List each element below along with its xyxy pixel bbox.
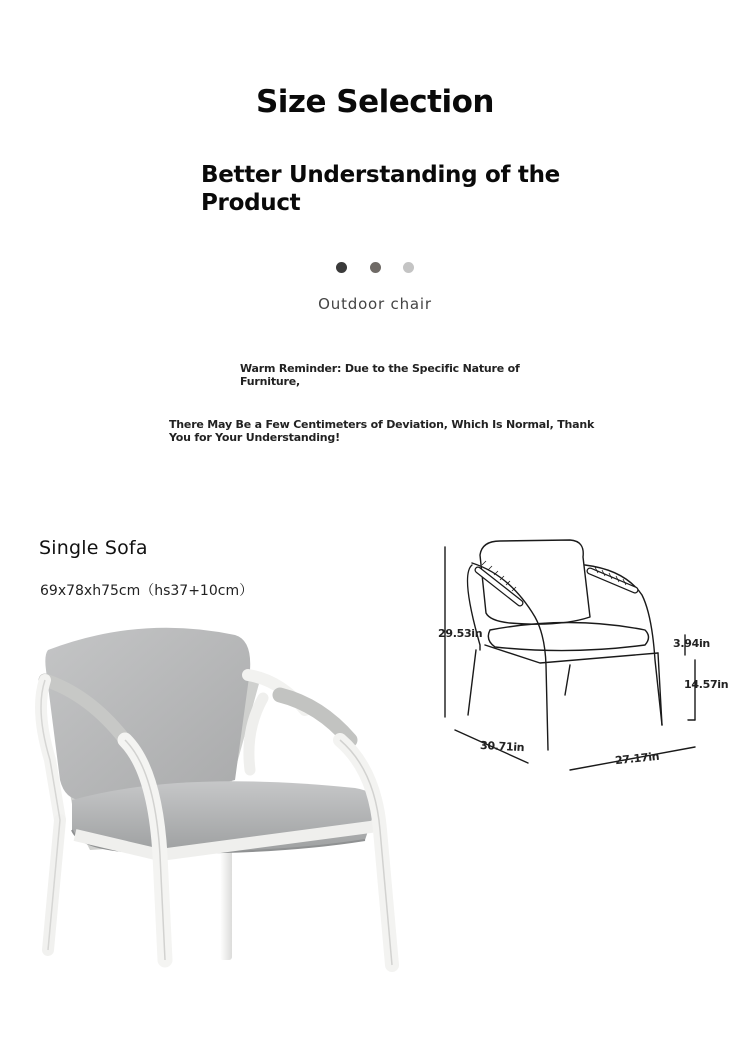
carousel-dot-2[interactable] xyxy=(370,262,381,273)
carousel-dot-1[interactable] xyxy=(336,262,347,273)
dim-armrest-label: 3.94in xyxy=(673,637,710,650)
chair-dimension-diagram xyxy=(420,535,740,780)
category-label: Outdoor chair xyxy=(318,295,432,313)
section-subtitle: Better Understanding of the Product xyxy=(201,162,560,216)
reminder-text-2: There May Be a Few Centimeters of Deviation, Which Is Normal, Thank You for Your Understanding! xyxy=(169,418,595,444)
reminder-text-1: Warm Reminder: Due to the Specific Nature of Furniture, xyxy=(240,362,520,388)
dim-height-label: 29.53in xyxy=(438,627,483,640)
carousel-dot-3[interactable] xyxy=(403,262,414,273)
product-name: Single Sofa xyxy=(39,537,148,559)
chair-photo xyxy=(20,620,400,990)
page-title: Size Selection xyxy=(255,84,494,120)
product-size: 69x78xh75cm（hs37+10cm） xyxy=(40,583,254,599)
dim-depth-label: 30.71in xyxy=(479,738,525,755)
dim-seat-height-label: 14.57in xyxy=(684,678,729,691)
dim-width-label: 27.17in xyxy=(614,749,660,768)
